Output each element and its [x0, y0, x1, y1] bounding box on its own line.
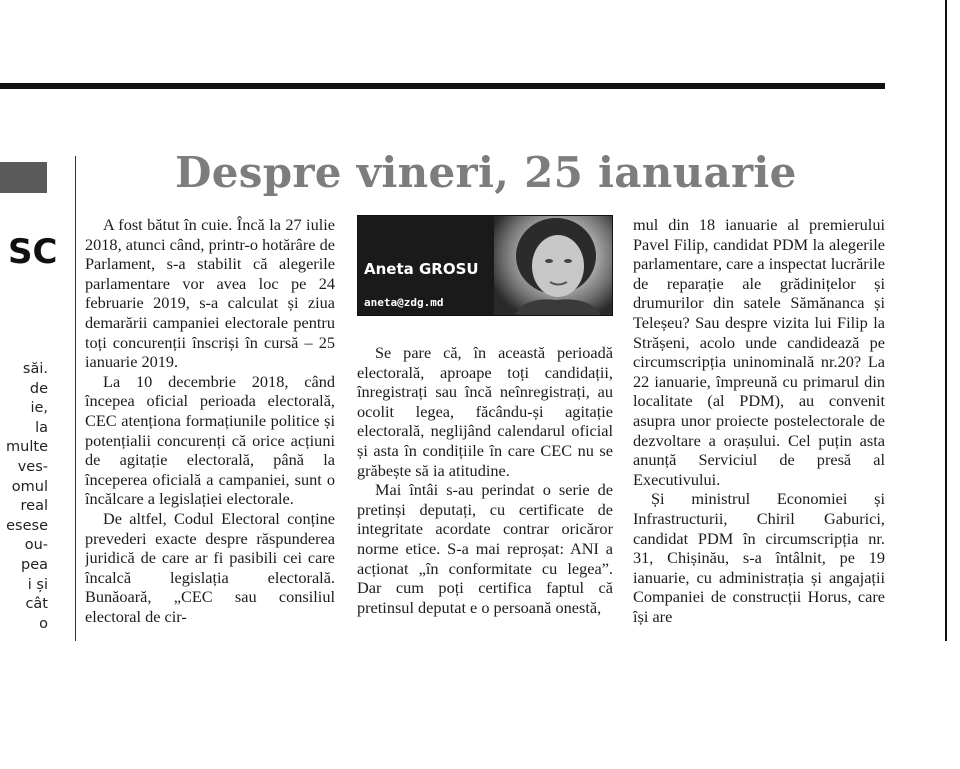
author-email: aneta@zdg.md — [364, 296, 444, 309]
paragraph: De altfel, Codul Electoral conține prevederi exacte despre răspunderea juridică de care ar fi pasibili cei care încalcă legislația electorală. Bunăoară, „CEC sau consiliul electoral de cir- — [85, 508, 335, 626]
page-edge-rule — [945, 0, 947, 641]
sidebar-line: de — [29, 380, 48, 397]
paragraph: A fost bătut în cuie. Încă la 27 iulie 2018, atunci când, printr-o hotărâre de Parlament, s-a stabilit că alegerile parlamentare vor avea loc pe 24 februarie 2019, s-a calculat și ziua demarării campaniei electorale pentru toți concurenții înscriși în cursă – 25 ianuarie 2019. — [85, 215, 335, 372]
author-portrait-image — [494, 216, 612, 316]
sidebar-heading: SC — [8, 232, 58, 272]
sidebar-line: ou- — [24, 537, 48, 554]
sidebar-gray-bar — [0, 162, 47, 193]
sidebar-divider — [75, 156, 76, 641]
author-name: Aneta GROSU — [364, 260, 479, 278]
author-photo — [494, 216, 612, 316]
paragraph: Mai întâi s-au perindat o serie de pretinși deputați, cu certificate de integritate acordate contrar oricăror norme etice. S-a mai reproșat: ANI a acționat „în conformitate cu legea”. Dar cum poți certifica faptul că pretinsul deputat e o persoană onestă, — [357, 480, 613, 617]
paragraph: Și ministrul Economiei și Infrastructurii, Chiril Gaburici, candidat PDM în circumscripția nr. 31, Chișinău, s-a întâlnit, pe 19 ianuarie, cu administrația și angajații Companiei de construcții Horus, care își are — [633, 489, 885, 626]
paragraph: Se pare că, în această perioadă electorală, aproape toți candidații, înregistrați sau încă neînregistrați, au ocolit legea, făcându-și agitație electorală, neglijând calendarul oficial și asta în condițiile în care CEC nu se grăbește să ia atitudine. — [357, 343, 613, 480]
sidebar-line: o — [39, 615, 48, 632]
sidebar-line: cât — [25, 596, 48, 613]
sidebar-line: ves- — [17, 458, 48, 475]
article-column-3 — [633, 215, 885, 641]
author-box — [357, 215, 613, 316]
sidebar-line: ie, — [30, 400, 48, 417]
sidebar-line: esese — [6, 517, 48, 534]
sidebar-line: la — [35, 419, 48, 436]
article-column-1 — [85, 215, 335, 641]
sidebar-line: i și — [27, 576, 48, 593]
article-headline: Despre vineri, 25 ianuarie — [175, 148, 797, 197]
top-rule — [0, 83, 885, 89]
sidebar-line: real — [20, 498, 48, 515]
sidebar-line: multe — [6, 439, 48, 456]
sidebar-line: omul — [11, 478, 48, 495]
sidebar-line: săi. — [22, 361, 48, 377]
sidebar-line: pea — [20, 556, 48, 573]
sidebar-text — [0, 360, 48, 641]
paragraph: mul din 18 ianuarie al premierului Pavel Filip, candidat PDM la alegerile parlamentare, care a inspectat lucrările de reparație ale grădinițelor și drumurilor din satele Sămănanca și Teleșeu? Sau despre vizita lui Filip la Strășeni, acolo unde candidează pe circumscripția uninominală nr.20? La 22 ianuarie, împreună cu primarul din localitate (al PDM), au convenit asupra unor proiecte postelectorale de dezvoltare a orașului. Cel puțin asta anunță Serviciul de presă al Executivului. — [633, 215, 885, 489]
article-column-2 — [357, 343, 613, 769]
paragraph: La 10 decembrie 2018, când începea oficial perioada electorală, CEC atenționa formațiunile politice și potențialii concurenți că orice acțiuni de agitație electorală, până la începerea oficială a campaniei, sunt o încălcare a legislației electorale. — [85, 371, 335, 509]
